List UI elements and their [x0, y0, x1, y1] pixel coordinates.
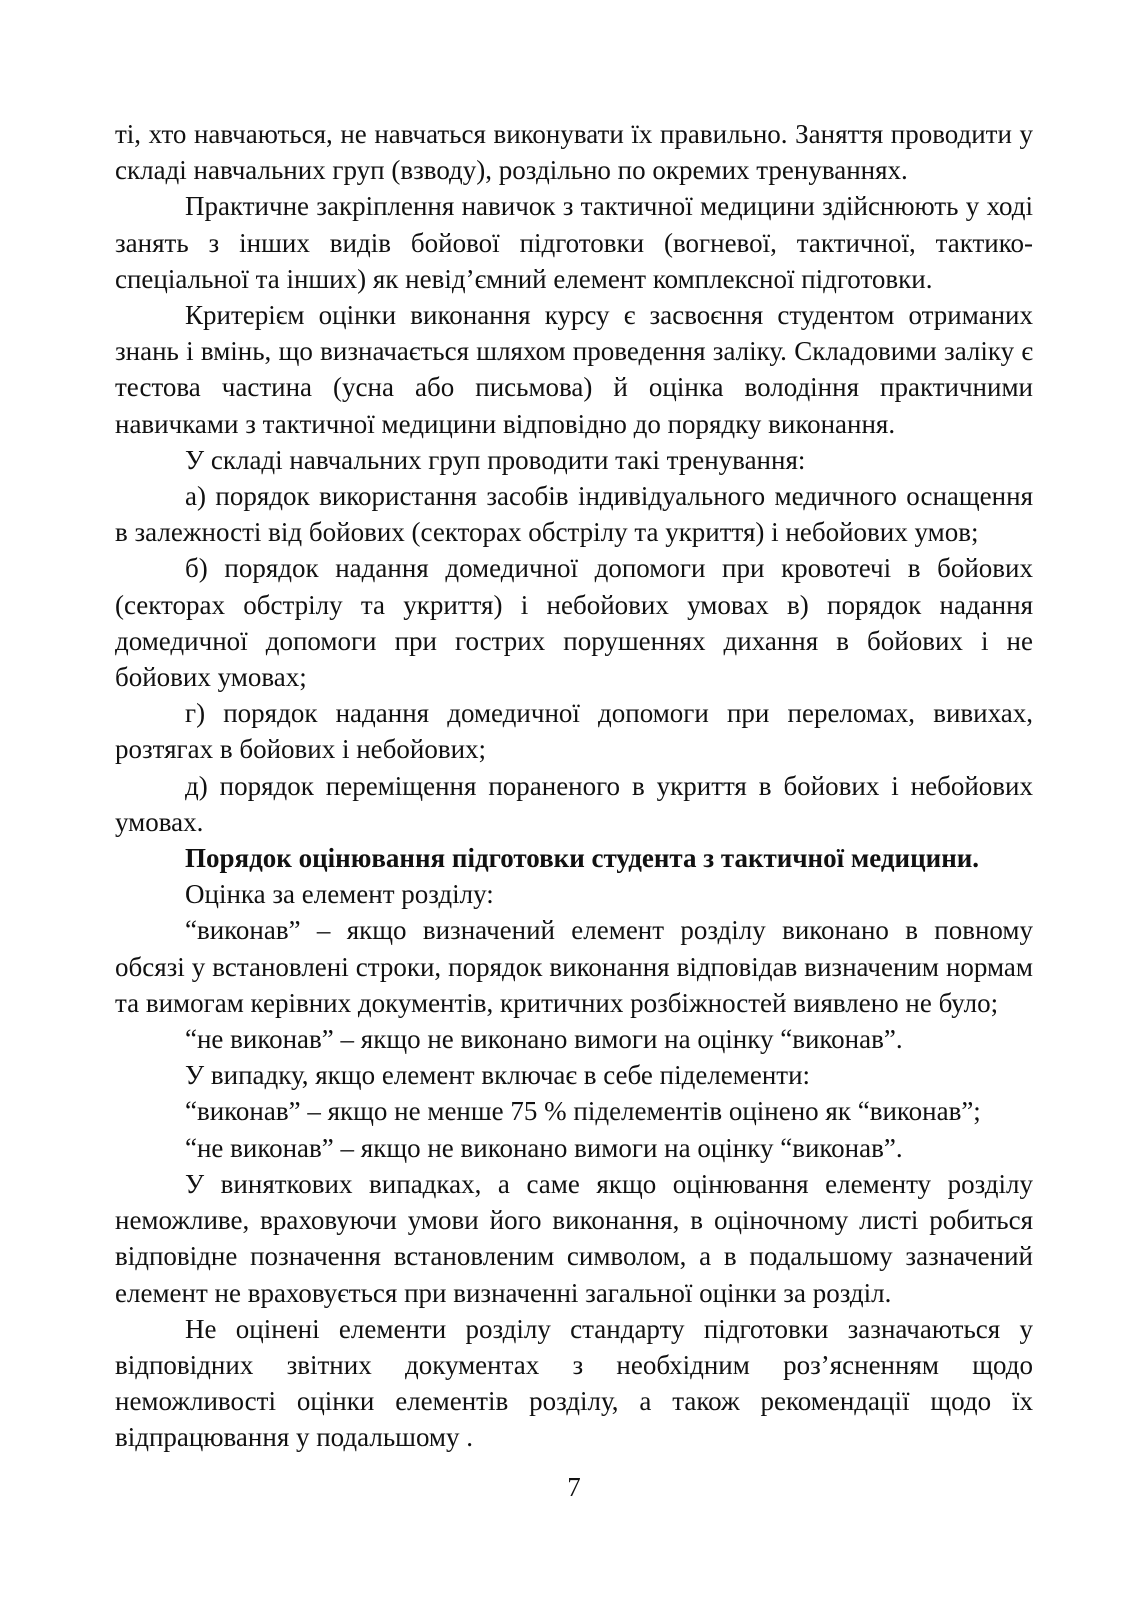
paragraph: Критерієм оцінки виконання курсу є засвоєння студентом отриманих знань і вмінь, що визначається шляхом проведення заліку. Складовими заліку є тестова частина (усна або письмова) й оцінка володіння практичними навичками з тактичної медицини відповідно до порядку виконання.	[115, 300, 1033, 439]
paragraph: “виконав” – якщо не менше 75 % піделементів оцінено як “виконав”;	[185, 1096, 981, 1127]
section-heading: Порядок оцінювання підготовки студента з тактичної медицини.	[185, 843, 980, 874]
paragraph: У випадку, якщо елемент включає в себе піделементи:	[185, 1060, 811, 1091]
paragraph: Практичне закріплення навичок з тактичної медицини здійснюють у ході занять з інших видів бойової підготовки (вогневої, тактичної, тактико-спеціальної та інших) як невід’ємний елемент комплексної підготовки.	[115, 191, 1033, 294]
paragraph: Оцінка за елемент розділу:	[185, 879, 494, 910]
paragraph-list-item-b: б) порядок надання домедичної допомоги при кровотечі в бойових (секторах обстрілу та укриття) і небойових умовах в) порядок надання домедичної допомоги при гострих порушеннях дихання в бойових і не бойових умовах;	[115, 553, 1033, 693]
page-number: 7	[567, 1472, 581, 1502]
paragraph: ті, хто навчаються, не навчаться виконувати їх правильно. Заняття проводити у складі навчальних груп (взводу), роздільно по окремих тренуваннях.	[115, 119, 1033, 186]
paragraph: “не виконав” – якщо не виконано вимоги на оцінку “виконав”.	[185, 1024, 903, 1055]
document-body	[115, 116, 1033, 1456]
paragraph-list-item-g: г) порядок надання домедичної допомоги при переломах, вивихах, розтягах в бойових і небойових;	[115, 698, 1033, 765]
paragraph: У складі навчальних груп проводити такі тренування:	[185, 444, 806, 475]
paragraph: У виняткових випадках, а саме якщо оцінювання елементу розділу неможливе, враховуючи умови його виконання, в оціночному листі робиться відповідне позначення встановленим символом, а в подальшому зазначений елемент не враховується при визначенні загальної оцінки за розділ.	[115, 1168, 1033, 1308]
paragraph: Не оцінені елементи розділу стандарту підготовки зазначаються у відповідних звітних документах з необхідним роз’ясненням щодо неможливості оцінки елементів розділу, а також рекомендації щодо їх відпрацювання у подальшому .	[115, 1313, 1033, 1453]
paragraph-list-item-d: д) порядок переміщення пораненого в укриття в бойових і небойових умовах.	[115, 770, 1033, 837]
paragraph: “не виконав” – якщо не виконано вимоги на оцінку “виконав”.	[185, 1132, 903, 1163]
paragraph: “виконав” – якщо визначений елемент розділу виконано в повному обсязі у встановлені строки, порядок виконання відповідав визначеним нормам та вимогам керівних документів, критичних розбіжностей виявлено не було;	[115, 915, 1033, 1018]
paragraph-list-item-a: а) порядок використання засобів індивідуального медичного оснащення в залежності від бойових (секторах обстрілу та укриття) і небойових умов;	[115, 481, 1033, 548]
